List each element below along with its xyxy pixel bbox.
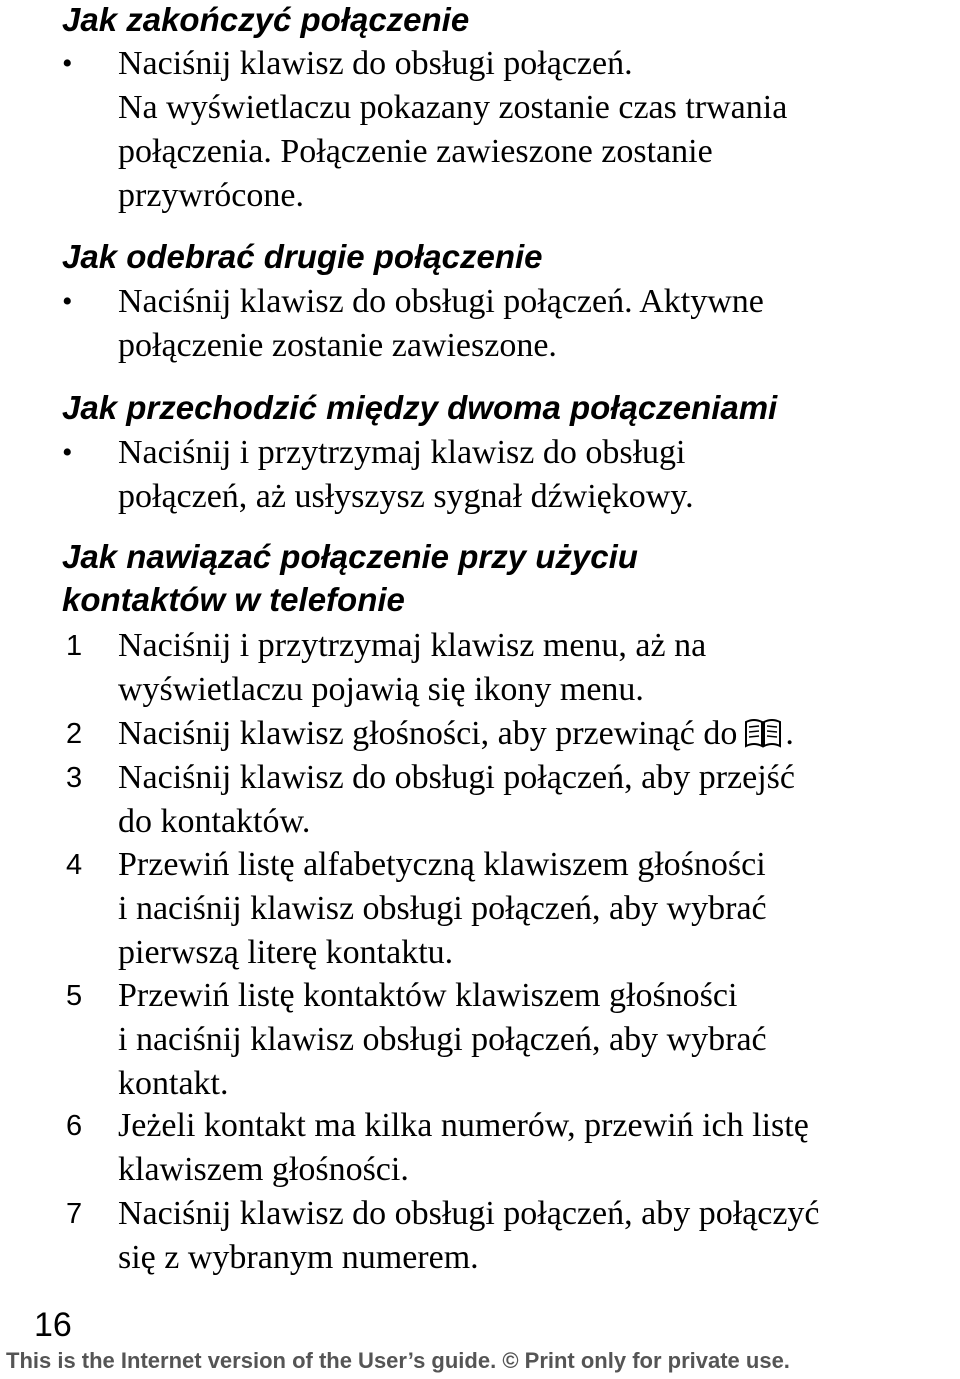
step-line: Przewiń listę kontaktów klawiszem głośności bbox=[118, 977, 738, 1014]
step-line: i naciśnij klawisz obsługi połączeń, aby wybrać bbox=[118, 1021, 767, 1058]
step-text: Naciśnij klawisz głośności, aby przewinąć do bbox=[118, 715, 738, 752]
step-number: 3 bbox=[66, 762, 83, 794]
heading-call-contacts: Jak nawiązać połączenie przy użyciu bbox=[62, 538, 638, 575]
end-call-line: przywrócone. bbox=[118, 177, 304, 214]
step-line: Jeżeli kontakt ma kilka numerów, przewiń ich listę bbox=[118, 1107, 809, 1144]
step-line: klawiszem głośności. bbox=[118, 1151, 409, 1188]
step-line: kontakt. bbox=[118, 1065, 229, 1102]
step-line bbox=[118, 712, 794, 756]
bullet: • bbox=[62, 47, 73, 80]
answer-second-line: połączenie zostanie zawieszone. bbox=[118, 327, 557, 364]
switch-calls-line: połączeń, aż usłyszysz sygnał dźwiękowy. bbox=[118, 478, 694, 515]
step-line: i naciśnij klawisz obsługi połączeń, aby wybrać bbox=[118, 890, 767, 927]
step-number: 4 bbox=[66, 849, 83, 881]
heading-call-contacts: kontaktów w telefonie bbox=[62, 581, 405, 618]
footer-disclaimer: This is the Internet version of the User’s guide. © Print only for private use. bbox=[6, 1348, 790, 1373]
step-number: 1 bbox=[66, 630, 83, 662]
step-line: Przewiń listę alfabetyczną klawiszem głośności bbox=[118, 846, 766, 883]
switch-calls-line: Naciśnij i przytrzymaj klawisz do obsługi bbox=[118, 434, 686, 471]
step-line: Naciśnij klawisz do obsługi połączeń, aby połączyć bbox=[118, 1195, 820, 1232]
bullet: • bbox=[62, 285, 73, 318]
end-call-line: połączenia. Połączenie zawieszone zostanie bbox=[118, 133, 713, 170]
answer-second-line: Naciśnij klawisz do obsługi połączeń. Aktywne bbox=[118, 283, 764, 320]
heading-end-call: Jak zakończyć połączenie bbox=[62, 1, 470, 38]
step-number: 7 bbox=[66, 1198, 83, 1230]
step-line: Naciśnij klawisz do obsługi połączeń, aby przejść bbox=[118, 759, 795, 796]
bullet: • bbox=[62, 436, 73, 469]
step-line: się z wybranym numerem. bbox=[118, 1239, 479, 1276]
step-text: . bbox=[785, 715, 794, 752]
heading-switch-calls: Jak przechodzić między dwoma połączeniami bbox=[62, 389, 778, 426]
step-line: do kontaktów. bbox=[118, 803, 311, 840]
step-line: Naciśnij i przytrzymaj klawisz menu, aż na bbox=[118, 627, 707, 664]
step-number: 2 bbox=[66, 718, 83, 750]
heading-answer-second: Jak odebrać drugie połączenie bbox=[62, 238, 543, 275]
end-call-line: Na wyświetlaczu pokazany zostanie czas trwania bbox=[118, 89, 788, 126]
step-line: pierwszą literę kontaktu. bbox=[118, 934, 454, 971]
step-line: wyświetlaczu pojawią się ikony menu. bbox=[118, 671, 644, 708]
end-call-line: Naciśnij klawisz do obsługi połączeń. bbox=[118, 45, 633, 82]
step-number: 5 bbox=[66, 980, 83, 1012]
step-number: 6 bbox=[66, 1110, 83, 1142]
page-number: 16 bbox=[34, 1306, 72, 1344]
phonebook-icon bbox=[743, 716, 783, 750]
